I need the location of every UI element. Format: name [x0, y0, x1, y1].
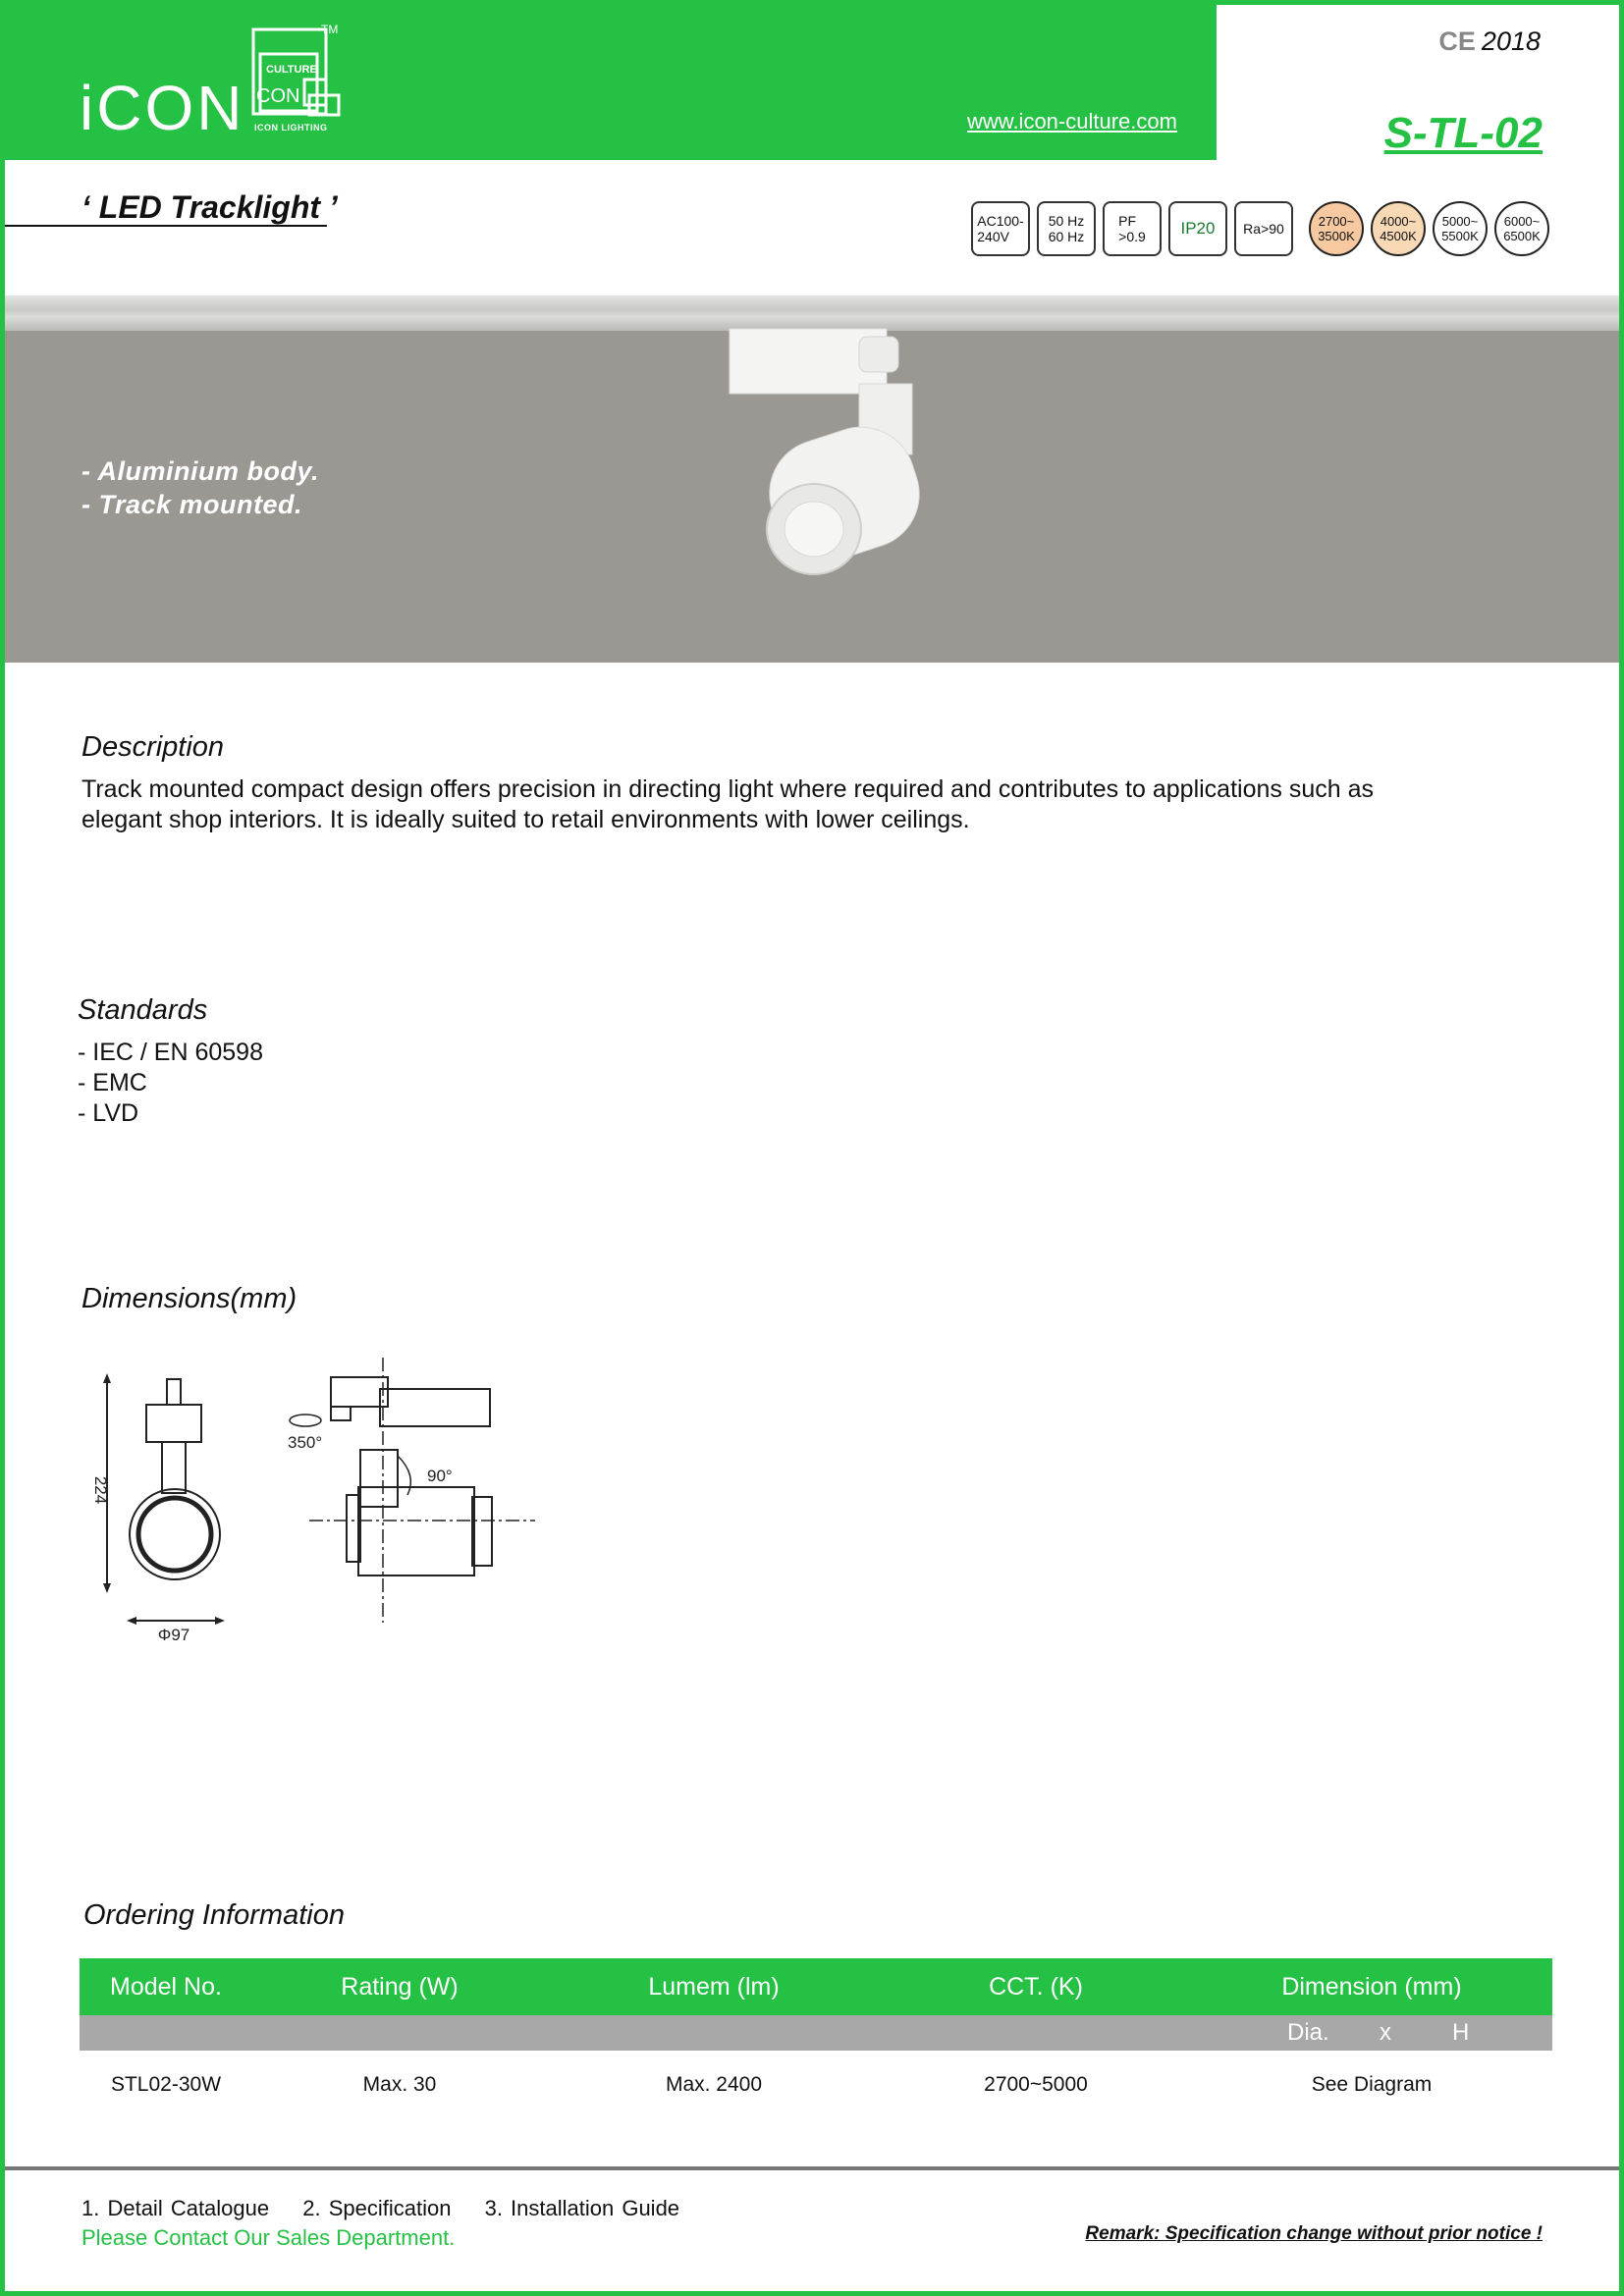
subheader-dia: Dia. [1287, 2019, 1329, 2046]
frequency-spec: 50 Hz 60 Hz [1037, 201, 1096, 256]
table-subheader [80, 2015, 1552, 2051]
link-specification[interactable]: 2. Specification [302, 2196, 452, 2220]
header-model: Model No. [110, 1972, 222, 2001]
ce-year [1438, 27, 1541, 57]
cell-lumen: Max. 2400 [665, 2073, 763, 2096]
tracklight-photo-icon [712, 315, 967, 590]
header-rating: Rating (W) [341, 1972, 459, 2001]
logo-tm: TM [321, 23, 339, 36]
year: 2018 [1481, 27, 1541, 56]
table-row [80, 2051, 1552, 2119]
logo-culture-text: CULTURE [266, 64, 317, 76]
cct-4000-4500: 4000~ 4500K [1371, 201, 1426, 256]
title-underline [5, 225, 327, 227]
subheader-x: x [1380, 2019, 1391, 2046]
power-factor-spec: PF >0.9 [1103, 201, 1162, 256]
cell-dimension: See Diagram [1311, 2073, 1433, 2096]
logo-lighting-text: ICON LIGHTING [254, 123, 328, 133]
footer-links [81, 2196, 705, 2221]
ordering-table [80, 1958, 1552, 2119]
feature-track-mounted: - Track mounted. [81, 490, 303, 519]
height-label: 224 [91, 1475, 110, 1505]
description-text [81, 774, 1374, 835]
brand-logo-text: iCON [80, 73, 245, 143]
header-banner [5, 5, 1217, 160]
standards-title: Standards [78, 994, 208, 1026]
standard-item: - EMC [78, 1069, 147, 1096]
subheader-h: H [1452, 2019, 1470, 2046]
ordering-title: Ordering Information [83, 1899, 345, 1931]
description-title: Description [81, 731, 225, 763]
cri-spec: Ra>90 [1234, 201, 1293, 256]
link-installation-guide[interactable]: 3. Installation Guide [484, 2196, 680, 2220]
tilt-label: 90° [427, 1467, 453, 1485]
header-lumen: Lumem (lm) [648, 1972, 780, 2001]
cct-5000-5500: 5000~ 5500K [1433, 201, 1488, 256]
diameter-label: Φ97 [157, 1626, 190, 1644]
voltage-spec: AC100- 240V [971, 201, 1030, 256]
cct-6000-6500: 6000~ 6500K [1494, 201, 1549, 256]
model-code: S-TL-02 [1383, 109, 1543, 157]
product-title: ‘ LED Tracklight ’ [81, 189, 338, 225]
description-line-2: elegant shop interiors. It is ideally suited to retail environments with lower ceilings. [81, 806, 970, 833]
header-cct: CCT. (K) [989, 1972, 1083, 2001]
logo-con-text: CON [256, 85, 300, 107]
feature-aluminium: - Aluminium body. [81, 456, 319, 486]
rotation-label: 350° [288, 1433, 323, 1452]
cell-cct: 2700~5000 [984, 2073, 1088, 2096]
standards-list [78, 1038, 263, 1129]
cct-options [1309, 201, 1549, 256]
cell-rating: Max. 30 [362, 2073, 437, 2096]
table-header [80, 1958, 1552, 2015]
ip-rating-spec: IP20 [1168, 201, 1227, 256]
footer-divider [5, 2166, 1624, 2170]
header-dimension: Dimension (mm) [1281, 1972, 1462, 2001]
standard-item: - IEC / EN 60598 [78, 1039, 263, 1066]
ce-mark-icon: CE [1438, 27, 1476, 56]
website-link[interactable]: www.icon-culture.com [967, 109, 1177, 133]
dimension-diagram [74, 1348, 545, 1652]
spec-icons [971, 201, 1293, 256]
logo-mark-icon [250, 27, 349, 130]
link-detail-catalogue[interactable]: 1. Detail Catalogue [81, 2196, 270, 2220]
contact-sales: Please Contact Our Sales Department. [81, 2225, 456, 2250]
cct-2700-3500: 2700~ 3500K [1309, 201, 1364, 256]
description-line-1: Track mounted compact design offers precision in directing light where required and contributes to applications such as [81, 775, 1374, 803]
standard-item: - LVD [78, 1099, 139, 1127]
cell-model: STL02-30W [110, 2073, 222, 2096]
dimensions-title: Dimensions(mm) [81, 1283, 298, 1314]
remark-notice: Remark: Specification change without prior notice ! [1085, 2223, 1543, 2244]
